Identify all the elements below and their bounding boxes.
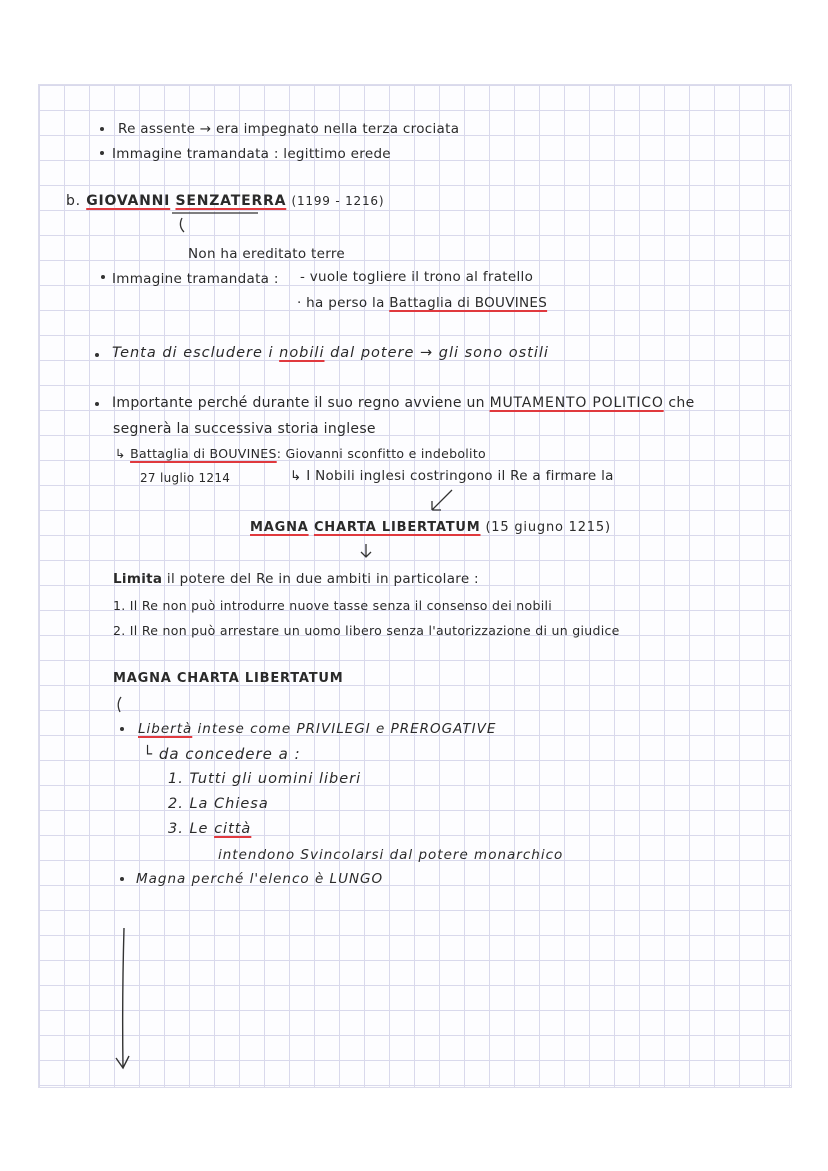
list-item: 1. Tutti gli uomini liberi — [168, 771, 362, 787]
bracket-mark — [180, 218, 184, 232]
underlined-text: Libertà — [138, 721, 193, 737]
underlined-text: MUTAMENTO POLITICO — [489, 395, 664, 411]
underlined-text: città — [214, 821, 252, 837]
text: che — [663, 395, 695, 411]
section-heading: MAGNA CHARTA LIBERTATUM — [113, 671, 344, 686]
diagonal-arrow-icon — [432, 490, 452, 510]
note-line — [112, 344, 549, 362]
long-down-arrow-icon — [116, 928, 129, 1068]
magna-charta-title — [250, 519, 611, 537]
underlined-text: Battaglia di BOUVINES — [389, 295, 548, 311]
paren-mark — [118, 697, 121, 712]
note-line — [112, 394, 695, 412]
bullet-icon — [100, 127, 104, 131]
bullet-icon — [100, 151, 104, 155]
note-line — [113, 570, 479, 588]
text: intese come PRIVILEGI e PREROGATIVE — [192, 721, 497, 737]
list-item: 2. La Chiesa — [168, 796, 269, 812]
note-line: Re assente → era impegnato nella terza crociata — [118, 121, 460, 137]
text: Importante perché durante il suo regno avviene un — [112, 395, 490, 411]
corner-arrow-icon: └ — [143, 745, 159, 763]
list-item — [168, 820, 251, 838]
note-line: - vuole togliere il trono al fratello — [300, 269, 534, 285]
note-line: Non ha ereditato terre — [188, 246, 345, 262]
note-line — [297, 294, 547, 312]
down-arrow-icon — [361, 544, 371, 557]
note-line — [115, 445, 486, 463]
bullet-icon — [120, 877, 124, 881]
heading-name: SENZATERRA — [175, 193, 287, 209]
note-line: segnerà la successiva storia inglese — [113, 421, 376, 437]
underlined-text: nobili — [279, 345, 325, 361]
note-line — [143, 745, 301, 763]
text: · ha perso la — [297, 295, 390, 311]
section-heading — [66, 192, 384, 210]
note-line: Immagine tramandata : legittimo erede — [112, 146, 391, 162]
text: : Giovanni sconfitto e indebolito — [276, 446, 486, 461]
text: da concedere a : — [158, 745, 301, 763]
heading-name: GIOVANNI — [86, 193, 171, 209]
bullet-icon — [120, 727, 124, 731]
note-line: intendono Svincolarsi dal potere monarchico — [218, 847, 564, 863]
date-text: (15 giugno 1215) — [485, 520, 611, 535]
text: dal potere → gli sono ostili — [324, 345, 549, 361]
bullet-icon — [95, 402, 99, 406]
note-line: 2. Il Re non può arrestare un uomo libero senza l'autorizzazione di un giudice — [113, 623, 620, 638]
bullet-icon — [101, 275, 105, 279]
underlined-text: Battaglia di BOUVINES — [130, 446, 277, 461]
underlined-text: MAGNA — [250, 520, 309, 535]
text: 3. Le — [168, 821, 215, 837]
note-line: Magna perché l'elenco è LUNGO — [136, 871, 384, 887]
arrow-icon: ↳ — [115, 446, 126, 461]
bold-text: Limita — [113, 571, 163, 587]
underlined-text: CHARTA LIBERTATUM — [313, 520, 481, 535]
bullet-icon — [95, 353, 99, 357]
note-line: Immagine tramandata : — [112, 271, 279, 287]
text: il potere del Re in due ambiti in particolare : — [162, 571, 479, 587]
heading-dates: (1199 - 1216) — [291, 194, 385, 208]
text: Tenta di escludere i — [112, 345, 280, 361]
note-line: ↳ I Nobili inglesi costringono il Re a firmare la — [290, 468, 614, 484]
heading-prefix: b. — [66, 193, 81, 209]
date-note: 27 luglio 1214 — [140, 471, 231, 485]
note-line: 1. Il Re non può introdurre nuove tasse senza il consenso dei nobili — [113, 598, 553, 613]
note-line — [138, 720, 496, 738]
